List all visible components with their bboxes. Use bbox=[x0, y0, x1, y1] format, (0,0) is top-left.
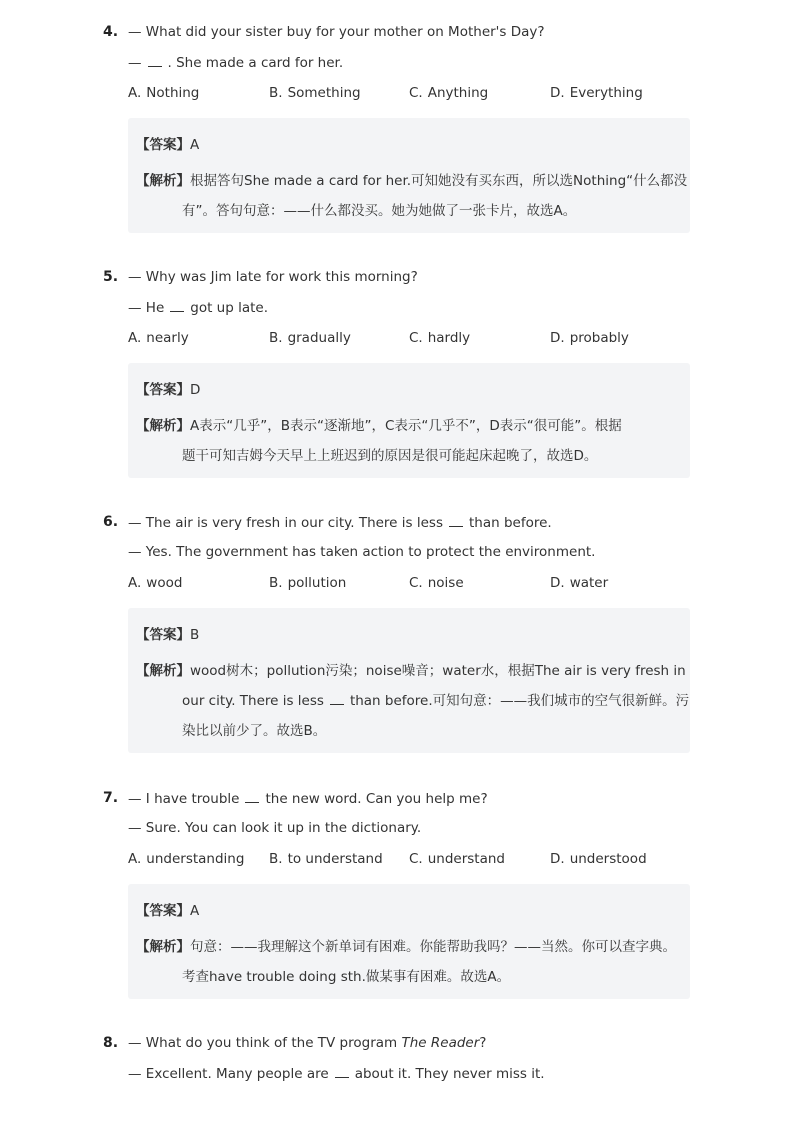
explanation-text: our city. There is less bbox=[182, 693, 324, 709]
question-reply bbox=[128, 299, 268, 316]
program-title: The Reader bbox=[401, 1035, 480, 1051]
answer-value: A bbox=[190, 903, 200, 919]
option-a[interactable]: A. Nothing bbox=[128, 85, 200, 101]
answer-box bbox=[128, 363, 690, 478]
question-number: 4. bbox=[103, 24, 119, 40]
question-reply bbox=[128, 820, 421, 836]
answer-row bbox=[136, 378, 200, 398]
reply-text: — Yes. The government has taken action to protect the environment. bbox=[128, 544, 596, 560]
answer-blank bbox=[449, 514, 463, 527]
option-d[interactable]: D. understood bbox=[550, 851, 647, 867]
explanation-text: than before.可知句意：——我们城市的空气很新鲜。污 bbox=[349, 693, 690, 709]
explanation-label: 【解析】 bbox=[136, 939, 190, 955]
question-number: 8. bbox=[103, 1035, 119, 1051]
answer-value: D bbox=[190, 382, 201, 398]
question-number: 5. bbox=[103, 269, 119, 285]
explanation-text: 考查have trouble doing sth.做某事有困难。故选A。 bbox=[182, 969, 511, 985]
option-b[interactable]: B. gradually bbox=[269, 330, 351, 346]
option-a[interactable]: A. understanding bbox=[128, 851, 245, 867]
answer-blank bbox=[330, 692, 344, 705]
prompt-text-pre: — The air is very fresh in our city. There is less bbox=[128, 515, 443, 531]
option-b[interactable]: B. Something bbox=[269, 85, 361, 101]
options-row bbox=[128, 85, 688, 103]
answer-label: 【答案】 bbox=[136, 137, 190, 153]
explanation-label: 【解析】 bbox=[136, 173, 190, 189]
answer-value: A bbox=[190, 137, 200, 153]
answer-box bbox=[128, 884, 690, 999]
answer-box bbox=[128, 118, 690, 233]
question-number: 6. bbox=[103, 514, 119, 530]
reply-text-pre: — Excellent. Many people are bbox=[128, 1066, 329, 1082]
prompt-text-post: than before. bbox=[468, 515, 552, 531]
question-prompt bbox=[128, 514, 552, 531]
option-a[interactable]: A. wood bbox=[128, 575, 183, 591]
option-b[interactable]: B. pollution bbox=[269, 575, 347, 591]
explanation bbox=[136, 656, 690, 746]
question-prompt bbox=[128, 790, 488, 807]
reply-text-post: about it. They never miss it. bbox=[354, 1066, 545, 1082]
reply-text-post: got up late. bbox=[190, 300, 268, 316]
option-d[interactable]: D. probably bbox=[550, 330, 629, 346]
answer-blank bbox=[245, 790, 259, 803]
options-row bbox=[128, 851, 688, 869]
prompt-text: — Why was Jim late for work this morning? bbox=[128, 269, 418, 285]
answer-value: B bbox=[190, 627, 200, 643]
explanation-text: 根据答句She made a card for her.可知她没有买东西，所以选Nothing“什么都没 bbox=[190, 173, 688, 189]
explanation-text: A表示“几乎”，B表示“逐渐地”，C表示“几乎不”，D表示“很可能”。根据 bbox=[190, 418, 622, 434]
answer-row bbox=[136, 133, 199, 153]
options-row bbox=[128, 575, 688, 593]
prompt-text-post: the new word. Can you help me? bbox=[265, 791, 488, 807]
options-row bbox=[128, 330, 688, 348]
answer-box bbox=[128, 608, 690, 753]
option-a[interactable]: A. nearly bbox=[128, 330, 189, 346]
question-number: 7. bbox=[103, 790, 119, 806]
explanation-text: 句意：——我理解这个新单词有困难。你能帮助我吗？——当然。你可以查字典。 bbox=[190, 939, 676, 955]
prompt-text-pre: — What do you think of the TV program bbox=[128, 1035, 398, 1051]
reply-text-pre: — bbox=[128, 55, 142, 71]
answer-label: 【答案】 bbox=[136, 903, 190, 919]
option-d[interactable]: D. water bbox=[550, 575, 609, 591]
question-prompt bbox=[128, 24, 545, 40]
option-c[interactable]: C. hardly bbox=[409, 330, 471, 346]
answer-blank bbox=[148, 54, 162, 67]
answer-row bbox=[136, 623, 199, 643]
option-c[interactable]: C. understand bbox=[409, 851, 505, 867]
explanation-text: 题干可知吉姆今天早上上班迟到的原因是很可能起床起晚了，故选D。 bbox=[182, 448, 598, 464]
prompt-text-pre: — I have trouble bbox=[128, 791, 240, 807]
option-c[interactable]: C. Anything bbox=[409, 85, 489, 101]
question-prompt bbox=[128, 1035, 486, 1051]
answer-blank bbox=[170, 299, 184, 312]
question-reply bbox=[128, 54, 343, 71]
explanation-text: 染比以前少了。故选B。 bbox=[182, 723, 327, 739]
explanation bbox=[136, 411, 678, 471]
question-prompt bbox=[128, 269, 418, 285]
explanation bbox=[136, 166, 688, 226]
question-reply bbox=[128, 544, 595, 560]
prompt-text-post: ? bbox=[479, 1035, 487, 1051]
explanation-text: wood树木；pollution污染；noise噪音；water水，根据The air is very fresh in bbox=[190, 663, 686, 679]
explanation-label: 【解析】 bbox=[136, 663, 190, 679]
answer-blank bbox=[335, 1065, 349, 1078]
option-c[interactable]: C. noise bbox=[409, 575, 464, 591]
answer-label: 【答案】 bbox=[136, 627, 190, 643]
reply-text-post: . She made a card for her. bbox=[167, 55, 344, 71]
reply-text-pre: — He bbox=[128, 300, 165, 316]
option-d[interactable]: D. Everything bbox=[550, 85, 643, 101]
explanation-label: 【解析】 bbox=[136, 418, 190, 434]
prompt-text: — What did your sister buy for your mother on Mother's Day? bbox=[128, 24, 545, 40]
answer-row bbox=[136, 899, 199, 919]
reply-text: — Sure. You can look it up in the dictionary. bbox=[128, 820, 422, 836]
answer-label: 【答案】 bbox=[136, 382, 190, 398]
question-reply bbox=[128, 1065, 545, 1082]
option-b[interactable]: B. to understand bbox=[269, 851, 383, 867]
explanation bbox=[136, 932, 678, 992]
explanation-text: 有”。答句句意：——什么都没买。她为她做了一张卡片，故选A。 bbox=[182, 203, 577, 219]
